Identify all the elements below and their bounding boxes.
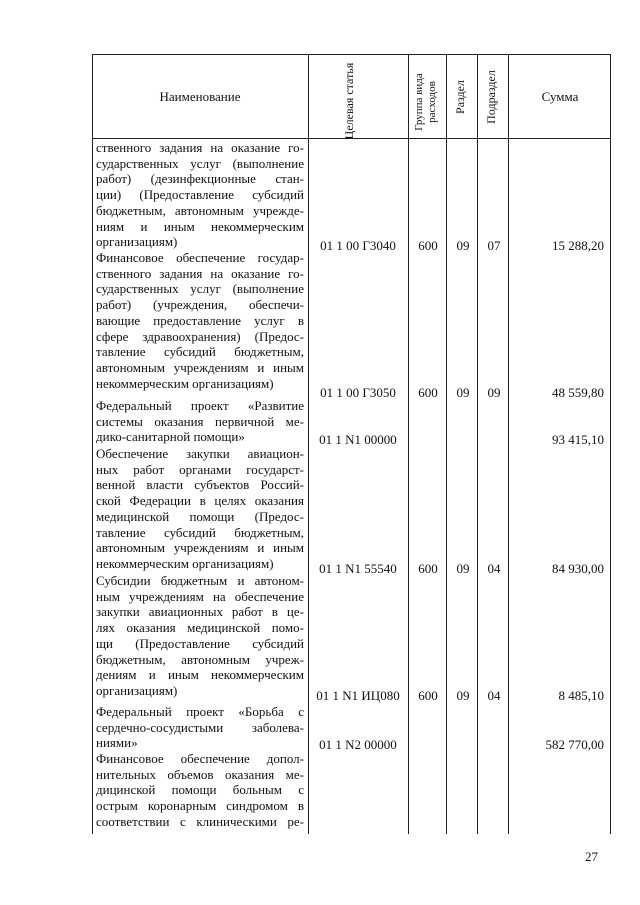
table-top-border <box>92 54 611 55</box>
page-number: 27 <box>585 849 598 864</box>
row-4-name: Обеспечение закупки авиацион- ных работ органами государст- венной власти субъектов Россий- ской Федерации в целях оказания медицинской помощи (Предос- тавление субсидий бюджетным, автономным учреждениям и иным некоммерческим организациям) <box>96 446 304 571</box>
row-3-name: Федеральный проект «Развитие системы оказания первичной ме- дико-санитарной помощи» <box>96 398 304 445</box>
row-4-group: 600 <box>418 561 438 576</box>
col-divider-4 <box>477 54 478 834</box>
row-2-sum: 48 559,80 <box>552 385 604 400</box>
row-6-name: Федеральный проект «Борьба с сердечно-сосудистыми заболева- ниями» <box>96 704 304 751</box>
row-7-name: Финансовое обеспечение допол- нительных объемов оказания ме- дицинской помощи больным с острым коронарным синдромом в соответствии с клиническими ре- <box>96 751 304 829</box>
header-expense-group: Группа вида расходов <box>413 73 438 131</box>
header-section: Раздел <box>453 80 467 114</box>
row-1-name: ственного задания на оказание го- сударственных услуг (выполнение работ) (дезинфекционные стан- ции) (Предоставление субсидий бюджетным, автономным учрежде- ниям и иным некоммерческим организациям) <box>96 140 304 250</box>
row-4-section: 09 <box>456 561 470 576</box>
table-border-right <box>610 54 611 834</box>
row-1-sum: 15 288,20 <box>552 238 604 253</box>
row-5-subsection: 04 <box>487 688 501 703</box>
row-4-code: 01 1 N1 55540 <box>319 561 397 576</box>
header-subsection: Подраздел <box>484 70 498 124</box>
row-3-sum: 93 415,10 <box>552 432 604 447</box>
row-1-subsection: 07 <box>487 238 501 253</box>
row-5-code: 01 1 N1 ИЦ080 <box>316 688 400 703</box>
row-4-sum: 84 930,00 <box>552 561 604 576</box>
row-5-group: 600 <box>418 688 438 703</box>
row-5-name: Субсидии бюджетным и автоном- ным учреждениям на обеспечение закупки авиационных работ в це- лях оказания медицинской помо- щи (Предоставление субсидий бюджетным, автономным учреж- дениям и иным некоммерческим организациям) <box>96 573 304 698</box>
row-4-subsection: 04 <box>487 561 501 576</box>
row-2-code: 01 1 00 Г3050 <box>320 385 396 400</box>
header-name: Наименование <box>159 89 241 104</box>
row-1-group: 600 <box>418 238 438 253</box>
row-1-section: 09 <box>456 238 470 253</box>
row-2-name: Финансовое обеспечение государ- ственного задания на оказание го- сударственных услуг (выполнение работ) (учреждения, обеспечи- вающие предоставление услуг в сфере здравоохранения) (Предос- тавление субсидий бюджетным, автономным учреждениям и иным некоммерческим организациям) <box>96 250 304 391</box>
row-1-code: 01 1 00 Г3040 <box>320 238 396 253</box>
row-6-sum: 582 770,00 <box>545 737 604 752</box>
row-5-sum: 8 485,10 <box>558 688 604 703</box>
col-divider-1 <box>308 54 309 834</box>
row-5-section: 09 <box>456 688 470 703</box>
row-2-section: 09 <box>456 385 470 400</box>
table-border-left <box>92 54 93 834</box>
col-divider-2 <box>408 54 409 834</box>
row-3-code: 01 1 N1 00000 <box>319 432 397 447</box>
row-6-code: 01 1 N2 00000 <box>319 737 397 752</box>
header-sum: Сумма <box>541 89 579 104</box>
row-2-subsection: 09 <box>487 385 501 400</box>
row-2-group: 600 <box>418 385 438 400</box>
header-target-article: Целевая статья <box>342 62 356 140</box>
col-divider-3 <box>446 54 447 834</box>
col-divider-5 <box>508 54 509 834</box>
